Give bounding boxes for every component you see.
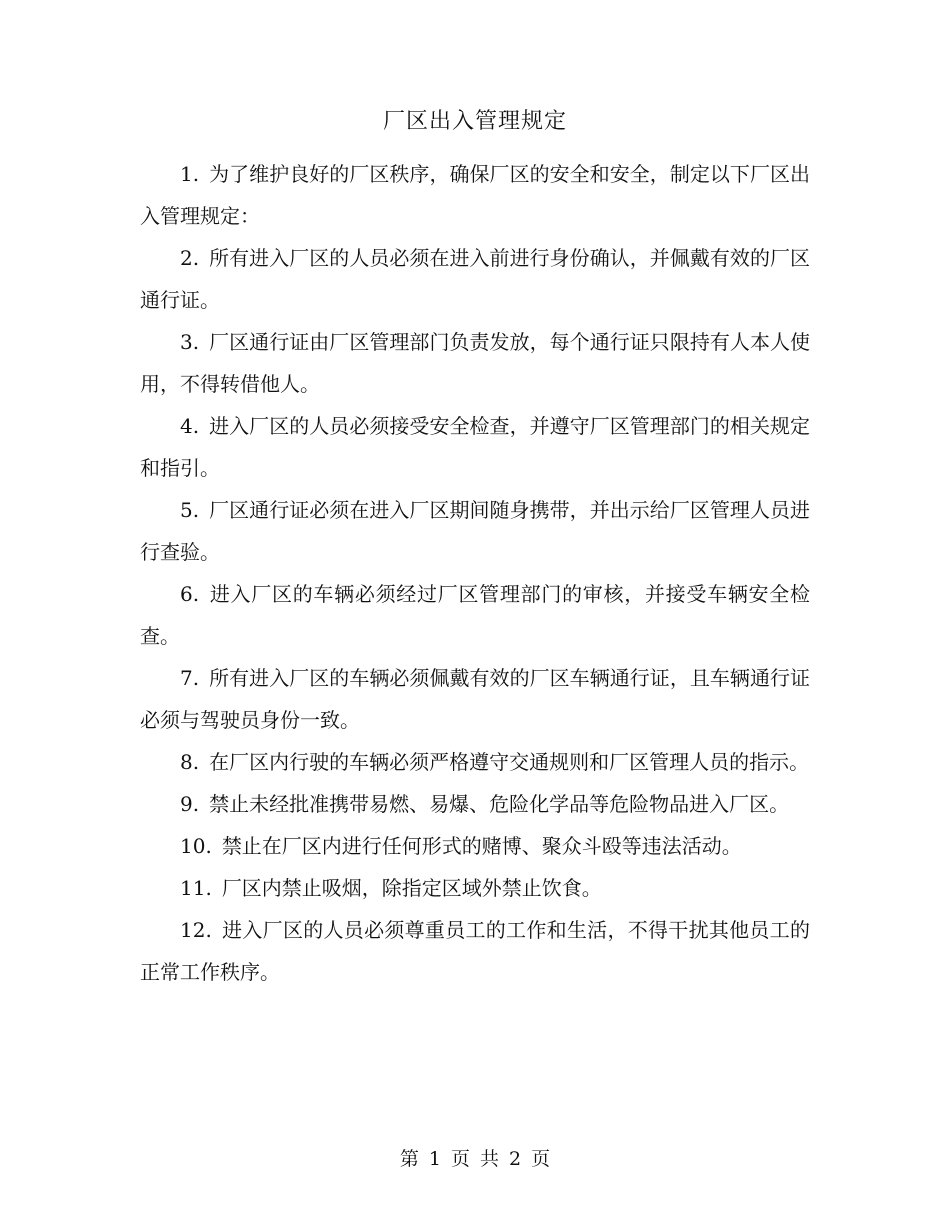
clause-number: 7. — [180, 666, 200, 690]
clause-number: 4. — [180, 414, 200, 438]
clause-text: 进入厂区的人员必须接受安全检查，并遵守厂区管理部门的相关规定和指引。 — [140, 414, 810, 480]
clause-number: 11. — [180, 876, 212, 900]
clause-8 — [140, 741, 810, 783]
clause-1 — [140, 153, 810, 237]
page-number-footer: 第 1 页 共 2 页 — [399, 1148, 551, 1170]
clause-number: 10. — [180, 834, 212, 858]
clause-number: 3. — [180, 330, 200, 354]
clause-text: 在厂区内行驶的车辆必须严格遵守交通规则和厂区管理人员的指示。 — [209, 750, 810, 774]
clause-text: 禁止未经批准携带易燃、易爆、危险化学品等危险物品进入厂区。 — [209, 792, 790, 816]
clause-number: 12. — [180, 918, 212, 942]
clause-number: 5. — [180, 498, 200, 522]
clause-number: 6. — [180, 582, 200, 606]
clause-5 — [140, 489, 810, 573]
clause-3 — [140, 321, 810, 405]
clause-11 — [140, 867, 810, 909]
clause-text: 进入厂区的人员必须尊重员工的工作和生活，不得干扰其他员工的正常工作秩序。 — [140, 918, 810, 984]
clause-2 — [140, 237, 810, 321]
clause-text: 厂区通行证由厂区管理部门负责发放，每个通行证只限持有人本人使用，不得转借他人。 — [140, 330, 810, 396]
clause-number: 2. — [180, 246, 200, 270]
clause-12 — [140, 909, 810, 993]
clause-text: 所有进入厂区的人员必须在进入前进行身份确认，并佩戴有效的厂区通行证。 — [140, 246, 810, 312]
clause-text: 进入厂区的车辆必须经过厂区管理部门的审核，并接受车辆安全检查。 — [140, 582, 810, 648]
clause-text: 厂区内禁止吸烟，除指定区域外禁止饮食。 — [221, 876, 602, 900]
clause-7 — [140, 657, 810, 741]
clause-text: 厂区通行证必须在进入厂区期间随身携带，并出示给厂区管理人员进行查验。 — [140, 498, 810, 564]
clause-6 — [140, 573, 810, 657]
document-title: 厂区出入管理规定 — [382, 109, 567, 134]
clause-number: 8. — [180, 750, 200, 774]
clause-9 — [140, 783, 810, 825]
document-body — [140, 153, 810, 993]
clause-text: 为了维护良好的厂区秩序，确保厂区的安全和安全，制定以下厂区出入管理规定： — [140, 162, 810, 228]
clause-10 — [140, 825, 810, 867]
clause-4 — [140, 405, 810, 489]
clause-text: 所有进入厂区的车辆必须佩戴有效的厂区车辆通行证，且车辆通行证必须与驾驶员身份一致。 — [140, 666, 810, 732]
clause-number: 1. — [180, 162, 200, 186]
clause-text: 禁止在厂区内进行任何形式的赌博、聚众斗殴等违法活动。 — [221, 834, 742, 858]
clause-number: 9. — [180, 792, 200, 816]
